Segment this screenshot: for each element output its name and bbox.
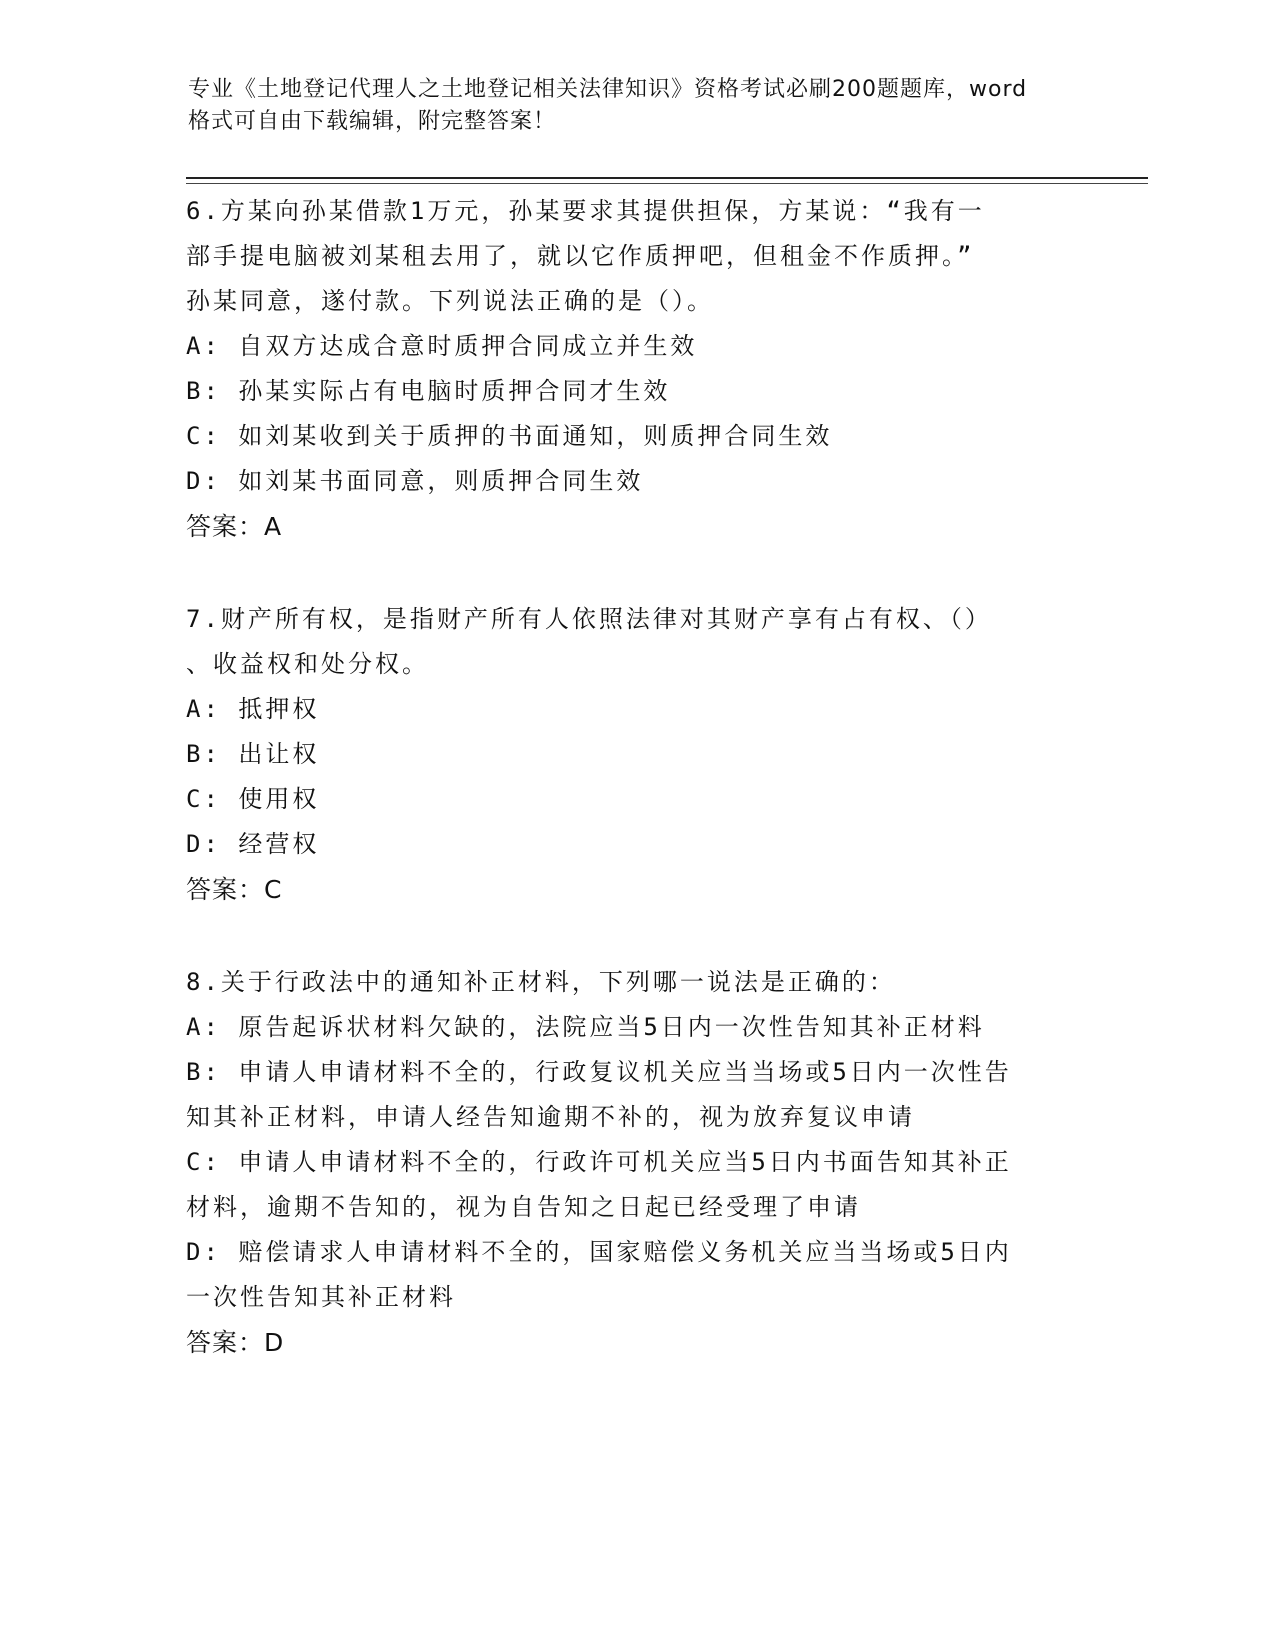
option-a: A: 自双方达成合意时质押合同成立并生效 [186, 332, 698, 360]
option-b: B: 出让权 [186, 740, 320, 768]
question-stem-line: 孙某同意，遂付款。下列说法正确的是（）。 [186, 287, 714, 315]
option-c-continued: 材料，逾期不告知的，视为自告知之日起已经受理了申请 [186, 1193, 861, 1221]
question-stem-line: 8.关于行政法中的通知补正材料，下列哪一说法是正确的： [186, 968, 896, 996]
header-divider-thick [186, 177, 1148, 179]
option-d: D: 赔偿请求人申请材料不全的，国家赔偿义务机关应当当场或5日内 [186, 1238, 1012, 1266]
header-line-1: 专业《土地登记代理人之土地登记相关法律知识》资格考试必刷200题题库，word [188, 77, 1028, 102]
option-c: C: 申请人申请材料不全的，行政许可机关应当5日内书面告知其补正 [186, 1148, 1012, 1176]
question-8 [186, 960, 1086, 1365]
option-b-continued: 知其补正材料，申请人经告知逾期不补的，视为放弃复议申请 [186, 1103, 915, 1131]
header-divider-thin [186, 183, 1148, 184]
question-stem-line: 6.方某向孙某借款1万元，孙某要求其提供担保，方某说：“我有一 [186, 197, 985, 225]
option-b: B: 孙某实际占有电脑时质押合同才生效 [186, 377, 671, 405]
question-stem-line: 部手提电脑被刘某租去用了，就以它作质押吧，但租金不作质押。” [186, 242, 975, 270]
option-a: A: 原告起诉状材料欠缺的，法院应当5日内一次性告知其补正材料 [186, 1013, 985, 1041]
question-7 [186, 597, 1086, 912]
option-b: B: 申请人申请材料不全的，行政复议机关应当当场或5日内一次性告 [186, 1058, 1012, 1086]
answer: 答案：D [186, 1328, 285, 1357]
option-d: D: 如刘某书面同意，则质押合同生效 [186, 467, 644, 495]
question-stem-line: 7.财产所有权，是指财产所有人依照法律对其财产享有占有权、（） [186, 605, 992, 633]
option-d: D: 经营权 [186, 830, 320, 858]
option-d-continued: 一次性告知其补正材料 [186, 1283, 456, 1311]
option-a: A: 抵押权 [186, 695, 320, 723]
option-c: C: 如刘某收到关于质押的书面通知，则质押合同生效 [186, 422, 833, 450]
question-stem-line: 、收益权和处分权。 [186, 650, 429, 678]
option-c: C: 使用权 [186, 785, 320, 813]
answer: 答案：C [186, 875, 283, 904]
document-header [188, 74, 1088, 138]
header-line-2: 格式可自由下载编辑，附完整答案！ [188, 109, 557, 134]
answer: 答案：A [186, 512, 283, 541]
question-6 [186, 189, 1086, 549]
